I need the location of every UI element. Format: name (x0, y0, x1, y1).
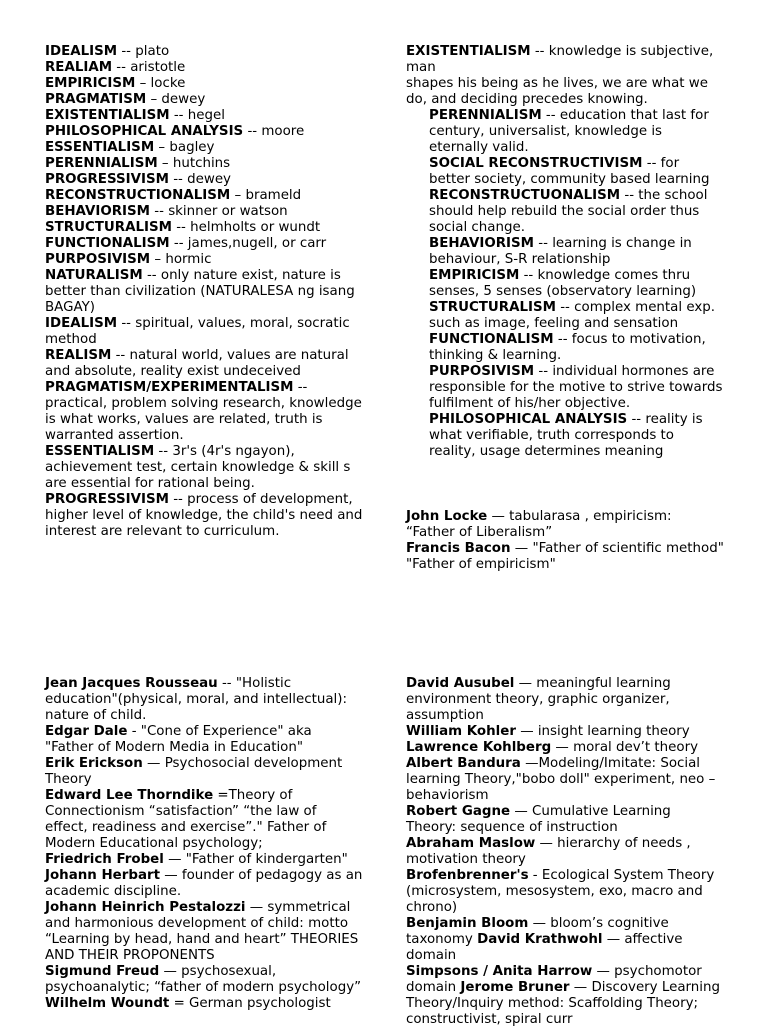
entry-description: -- "Holistic education"(physical, moral, and intellectual): nature of child. (45, 676, 348, 723)
entry (45, 756, 363, 788)
entry-term: Albert Bandura (406, 756, 521, 771)
entry (45, 92, 363, 108)
entry (406, 236, 724, 268)
entry-term: ESSENTIALISM (45, 444, 155, 459)
entry (406, 332, 724, 364)
entry-description: – brameld (230, 188, 302, 203)
entry (45, 676, 363, 724)
entry-description: -- learning is change in behaviour, S-R relationship (429, 236, 692, 267)
entry-description: – hormic (150, 252, 212, 267)
entry (45, 220, 363, 236)
entry-description: — symmetrical and harmonious development of child: motto “Learning by head, hand and heart” THEORIES AND THEIR PROPONENTS (45, 900, 359, 963)
entry-term: Johann Heinrich Pestalozzi (45, 900, 246, 915)
entry-description: —Modeling/Imitate: Social learning Theory,"bobo doll" experiment, neo – behaviorism (406, 756, 716, 803)
entry-term: PERENNIALISM (429, 108, 542, 123)
entry-description: — "Father of scientific method" "Father of empiricism" (406, 541, 724, 572)
entry (406, 268, 724, 300)
entry-description: — bloom’s cognitive taxonomy (406, 916, 669, 947)
entry (45, 380, 363, 444)
entry-description: =Theory of Connectionism “satisfaction” “the law of effect, readiness and exercise”." Father of Modern Educational psychology; (45, 788, 327, 851)
entry-term: EMPIRICISM (45, 76, 136, 91)
entry (45, 868, 363, 900)
entry-description: -- moore (243, 124, 305, 139)
entry-description: — moral dev’t theory (551, 740, 699, 755)
entry-description: – hutchins (157, 156, 231, 171)
entry-term: Friedrich Frobel (45, 852, 164, 867)
entry-term: EXISTENTIALISM (45, 108, 170, 123)
entry-term: ESSENTIALISM (45, 140, 155, 155)
entry-description: – bagley (154, 140, 215, 155)
entry (45, 236, 363, 252)
entry (406, 156, 724, 188)
entry (406, 364, 724, 412)
entry-term: Jerome Bruner (460, 980, 570, 995)
entry (406, 868, 724, 916)
entry (45, 76, 363, 92)
entry-description: -- aristotle (112, 60, 186, 75)
entry-term: RECONSTRUCTUONALISM (429, 188, 621, 203)
entry (45, 188, 363, 204)
entry-term: William Kohler (406, 724, 516, 739)
entry-term: Edgar Dale (45, 724, 128, 739)
entry-term: PERENNIALISM (45, 156, 158, 171)
entry-description: -- knowledge comes thru senses, 5 senses (observatory learning) (429, 268, 697, 299)
entry (45, 316, 363, 348)
entry-term: Benjamin Bloom (406, 916, 529, 931)
entry-description: -- focus to motivation, thinking & learning. (429, 332, 706, 363)
entry (406, 916, 724, 964)
entry-description: — meaningful learning environment theory, graphic organizer, assumption (406, 676, 671, 723)
entry-description: -- plato (117, 44, 170, 59)
entry (406, 804, 724, 836)
entry-term: STRUCTURALISM (429, 300, 556, 315)
entry-description: – locke (135, 76, 186, 91)
entry-term: Erik Erickson (45, 756, 143, 771)
entry-description: -- natural world, values are natural and absolute, reality exist undeceived (45, 348, 349, 379)
entry-description: — Discovery Learning Theory/Inquiry method: Scaffolding Theory; constructivist, spiral curr (406, 980, 720, 1027)
entry-description: — hierarchy of needs , motivation theory (406, 836, 691, 867)
entry-description: -- for better society, community based learning (429, 156, 710, 187)
entry-description: — Cumulative Learning Theory: sequence of instruction (406, 804, 671, 835)
entry (406, 108, 724, 156)
entry (45, 140, 363, 156)
entry-description: -- helmholts or wundt (171, 220, 321, 235)
definitions-indented-list (406, 108, 724, 460)
entry (45, 996, 363, 1012)
entry-description: -- education that last for century, universalist, knowledge is eternally valid. (429, 108, 709, 155)
entry (45, 60, 363, 76)
entry (45, 44, 363, 60)
entry (45, 900, 363, 964)
entry (45, 204, 363, 220)
entry (406, 509, 724, 541)
entry-description: — psychosexual, psychoanalytic; “father of modern psychology” (45, 964, 362, 995)
entry-term: REALIAM (45, 60, 113, 75)
entry-description: - "Cone of Experience" aka "Father of Modern Media in Education" (45, 724, 312, 755)
entry-term: NATURALISM (45, 268, 143, 283)
entry-description: — psychomotor domain (406, 964, 702, 995)
educators-column-left (45, 676, 363, 1012)
entry-term: Edward Lee Thorndike (45, 788, 214, 803)
entry-description: — insight learning theory (515, 724, 690, 739)
entry-description: -- hegel (169, 108, 225, 123)
entry-term: PURPOSIVISM (429, 364, 535, 379)
entry (406, 300, 724, 332)
entry-description: -- the school should help rebuild the social order thus social change. (429, 188, 708, 235)
entry-term: Jean Jacques Rousseau (45, 676, 218, 691)
entry-term: IDEALISM (45, 44, 118, 59)
definition-entry (406, 44, 724, 76)
entry (406, 412, 724, 460)
entry-description: -- practical, problem solving research, knowledge is what works, values are related, truth is warranted assertion. (45, 380, 362, 443)
entry-term: David Krathwohl (477, 932, 603, 947)
entry (45, 252, 363, 268)
entry-term: FUNCTIONALISM (45, 236, 170, 251)
entry-term: STRUCTURALISM (45, 220, 172, 235)
entry-term: BEHAVIORISM (429, 236, 535, 251)
entry-description: — tabularasa , empiricism: “Father of Liberalism” (406, 509, 672, 540)
entry-description: — affective domain (406, 932, 683, 963)
entry (45, 124, 363, 140)
entry-term: PRAGMATISM (45, 92, 147, 107)
entry (406, 188, 724, 236)
entry-term: PRAGMATISM/EXPERIMENTALISM (45, 380, 294, 395)
entry-term: FUNCTIONALISM (429, 332, 554, 347)
entry (45, 964, 363, 996)
entry-term: PURPOSIVISM (45, 252, 151, 267)
entry-term: Brofenbrenner's (406, 868, 529, 883)
entry (406, 541, 724, 573)
entry (406, 724, 724, 740)
entry (406, 740, 724, 756)
entry-term: Francis Bacon (406, 541, 511, 556)
entry-term: EXISTENTIALISM (406, 44, 531, 59)
entry-term: PROGRESSIVISM (45, 172, 169, 187)
entry-term: Sigmund Freud (45, 964, 160, 979)
entry-description: - Ecological System Theory (microsystem, mesosystem, exo, macro and chrono) (406, 868, 715, 915)
entry (45, 348, 363, 380)
entry-description: -- reality is what verifiable, truth corresponds to reality, usage determines meaning (429, 412, 703, 459)
entry-description: — "Father of kindergarten" (163, 852, 348, 867)
philosophies-proponents-column (45, 44, 363, 540)
entry-term: PHILOSOPHICAL ANALYSIS (45, 124, 244, 139)
entry-description: — founder of pedagogy as an academic discipline. (45, 868, 363, 899)
entry-description: -- only nature exist, nature is better than civilization (NATURALESA ng isang BAGAY) (45, 268, 355, 315)
entry-description: -- spiritual, values, moral, socratic method (45, 316, 350, 347)
entry-description: -- knowledge is subjective, man (406, 44, 714, 75)
entry (406, 756, 724, 804)
entry (406, 676, 724, 724)
entry-description: -- process of development, higher level of knowledge, the child's need and interest are relevant to curriculum. (45, 492, 363, 539)
philosophies-definitions-column (406, 44, 724, 460)
entry-term: SOCIAL RECONSTRUCTIVISM (429, 156, 643, 171)
entry-description: -- individual hormones are responsible for the motive to strive towards fulfilment of his/her objective. (429, 364, 723, 411)
entry (45, 444, 363, 492)
entry-term: EMPIRICISM (429, 268, 520, 283)
definition-entry-continued: shapes his being as he lives, we are what we do, and deciding precedes knowing. (406, 76, 708, 107)
entry-term: PHILOSOPHICAL ANALYSIS (429, 412, 628, 427)
entry-description: = German psychologist (169, 996, 331, 1011)
entry-term: John Locke (406, 509, 488, 524)
entry (45, 156, 363, 172)
entry-term: RECONSTRUCTIONALISM (45, 188, 231, 203)
entry-description: – dewey (146, 92, 206, 107)
entry-term: BEHAVIORISM (45, 204, 151, 219)
entry-term: Wilhelm Woundt (45, 996, 170, 1011)
entry-term: Simpsons / Anita Harrow (406, 964, 593, 979)
entry-term: Johann Herbart (45, 868, 160, 883)
entry-term: PROGRESSIVISM (45, 492, 169, 507)
entry-description: -- complex mental exp. such as image, feeling and sensation (429, 300, 716, 331)
entry-term: IDEALISM (45, 316, 118, 331)
educators-column-right (406, 676, 724, 1028)
entry-term: Lawrence Kohlberg (406, 740, 552, 755)
entry (406, 964, 724, 1028)
entry-description: -- skinner or watson (150, 204, 288, 219)
entry-description: -- dewey (168, 172, 231, 187)
entry-description: -- james,nugell, or carr (169, 236, 327, 251)
entry (45, 852, 363, 868)
entry (45, 724, 363, 756)
entry (45, 492, 363, 540)
entry-description: -- 3r's (4r's ngayon), achievement test, certain knowledge & skill s are essential for rational being. (45, 444, 351, 491)
entry-term: REALISM (45, 348, 112, 363)
entry (45, 108, 363, 124)
entry (45, 172, 363, 188)
fathers-column (406, 509, 724, 573)
entry-term: Robert Gagne (406, 804, 511, 819)
entry-description: — Psychosocial development Theory (45, 756, 343, 787)
entry-term: David Ausubel (406, 676, 515, 691)
entry-term: Abraham Maslow (406, 836, 536, 851)
entry (406, 836, 724, 868)
entry (45, 788, 363, 852)
entry (45, 268, 363, 316)
